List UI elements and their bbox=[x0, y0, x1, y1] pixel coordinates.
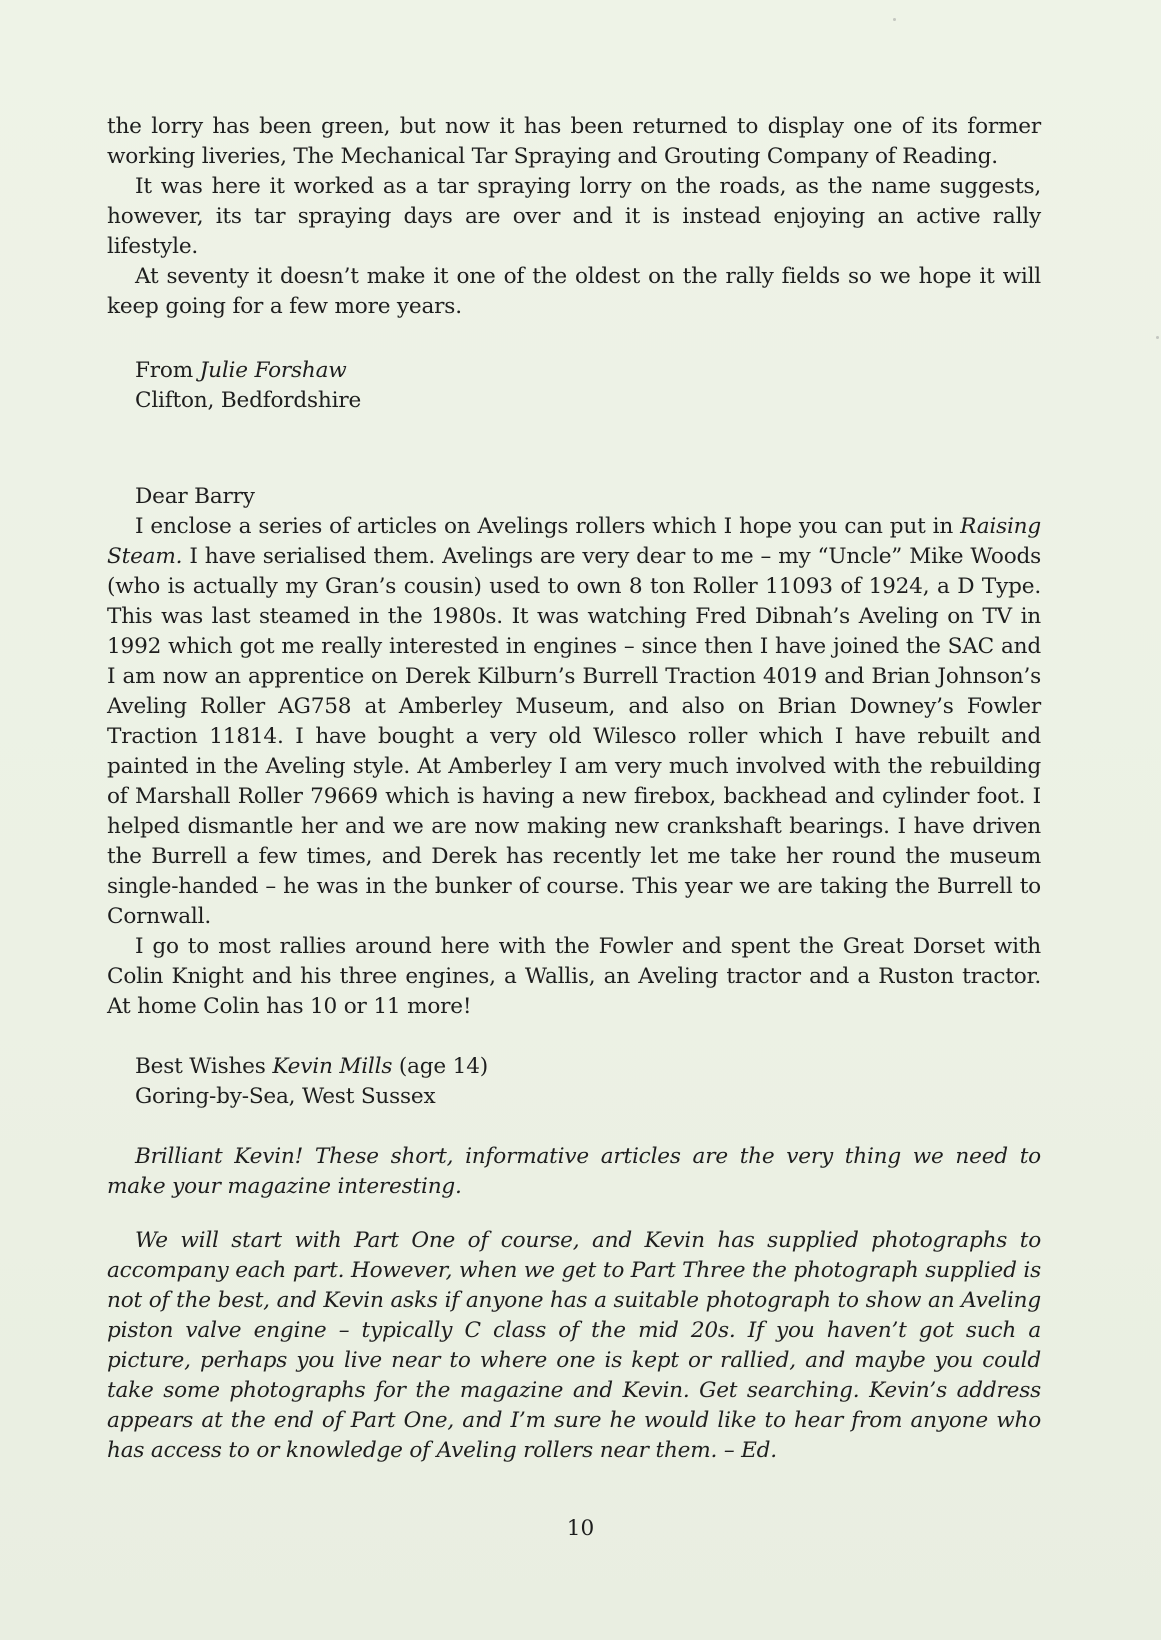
letter2-body-1 bbox=[107, 512, 1041, 932]
letter2-body-2: I go to most rallies around here with the Fowler and spent the Great Dorset with Colin Knight and his three engines, a Wallis, an Aveling tractor and a Ruston tractor. At home Colin has 10 or 11 more! bbox=[107, 934, 1041, 1019]
paragraph-1: the lorry has been green, but now it has been returned to display one of its former working liveries, The Mechanical Tar Spraying and Grouting Company of Reading. bbox=[107, 114, 1041, 169]
paragraph-2: It was here it worked as a tar spraying lorry on the roads, as the name suggests, however, its tar spraying days are over and it is instead enjoying an active rally lifestyle. bbox=[107, 174, 1041, 259]
letter2-signature bbox=[135, 1052, 1041, 1112]
letter2-body-1b: I have serialised them. Avelings are very dear to me – my “Uncle” Mike Woods (who is actually my Gran’s cousin) used to own 8 ton Roller 11093 of 1924, a D Type. This was last steamed in the 1980s. It was watching Fred Dibnah’s Aveling on TV in 1992 which got me really interested in engines – since then I have joined the SAC and I am now an apprentice on Derek Kilburn’s Burrell Traction 4019 and Brian Johnson’s Aveling Roller AG758 at Amberley Museum, and also on Brian Downey’s Fowler Traction 11814. I have bought a very old Wilesco roller which I have rebuilt and painted in the Aveling style. At Amberley I am very much involved with the rebuilding of Marshall Roller 79669 which is having a new firebox, backhead and cylinder foot. I helped dismantle her and we are now making new crankshaft bearings. I have driven the Burrell a few times, and Derek has recently let me take her round the museum single-handed – he was in the bunker of course. This year we are taking the Burrell to Cornwall. bbox=[107, 544, 1041, 929]
page-number: 10 bbox=[566, 1516, 595, 1541]
magazine-title: Raising Steam. bbox=[107, 514, 1041, 569]
salutation: Dear Barry bbox=[135, 484, 255, 509]
text-column bbox=[107, 112, 1041, 1466]
writer-place: Goring-by-Sea, West Sussex bbox=[135, 1084, 436, 1109]
editor-note-1: Brilliant Kevin! These short, informative articles are the very thing we need to make your magazine interesting. bbox=[107, 1144, 1041, 1199]
from-prefix: From bbox=[135, 358, 200, 383]
writer-age: (age 14) bbox=[392, 1054, 488, 1079]
letter2-body-1a: I enclose a series of articles on Avelings rollers which I hope you can put in bbox=[135, 514, 961, 539]
letter1-signature bbox=[135, 356, 1041, 416]
author-name: Julie Forshaw bbox=[199, 358, 347, 383]
writer-name: Kevin Mills bbox=[272, 1054, 393, 1079]
paragraph-3: At seventy it doesn’t make it one of the oldest on the rally fields so we hope it will keep going for a few more years. bbox=[107, 264, 1041, 319]
speck bbox=[1156, 336, 1159, 339]
closing-prefix: Best Wishes bbox=[135, 1054, 273, 1079]
editor-note-2: We will start with Part One of course, and Kevin has supplied photographs to accompany each part. However, when we get to Part Three the photograph supplied is not of the best, and Kevin asks if anyone has a suitable photograph to show an Aveling piston valve engine – typically C class of the mid 20s. If you haven’t got such a picture, perhaps you live near to where one is kept or rallied, and maybe you could take some photographs for the magazine and Kevin. Get searching. Kevin’s address appears at the end of Part One, and I’m sure he would like to hear from anyone who has access to or knowledge of Aveling rollers near them. – Ed. bbox=[107, 1228, 1041, 1463]
speck bbox=[893, 18, 896, 21]
author-place: Clifton, Bedfordshire bbox=[135, 388, 362, 413]
